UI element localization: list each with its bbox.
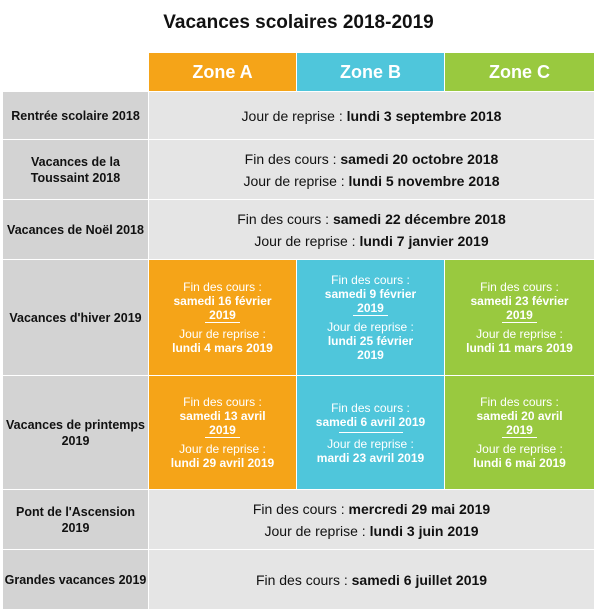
end-label: Fin des cours :: [480, 280, 559, 294]
school-holiday-table: [2, 52, 595, 610]
table-row: [3, 92, 595, 140]
date-line: [149, 520, 594, 542]
common-dates-cell: [149, 550, 595, 610]
zone-a-dates-cell: [149, 260, 297, 376]
end-year-line: [445, 423, 594, 438]
period-label: Rentrée scolaire 2018: [3, 92, 149, 140]
page-title: Vacances scolaires 2018-2019: [163, 12, 434, 33]
resume-label: Jour de reprise :: [476, 327, 563, 341]
end-year: 2019: [205, 308, 240, 323]
end-year-line: [149, 423, 296, 438]
common-dates-cell: [149, 140, 595, 200]
table-row: [3, 140, 595, 200]
zone-c-dates-cell: [445, 260, 595, 376]
resume-date: lundi 25 février: [327, 334, 414, 348]
date-value: samedi 6 juillet 2019: [351, 571, 488, 588]
end-label: Fin des cours :: [331, 400, 410, 415]
resume-date: mardi 23 avril 2019: [316, 450, 425, 465]
resume-date: lundi 29 avril 2019: [170, 456, 275, 470]
date-prefix: Jour de reprise :: [243, 172, 349, 189]
date-prefix: Jour de reprise :: [264, 522, 370, 539]
zone-c-header: Zone C: [445, 53, 595, 92]
end-year-line: [445, 308, 594, 323]
date-prefix: Jour de reprise :: [241, 107, 347, 124]
resume-label: Jour de reprise :: [327, 320, 414, 334]
date-value: lundi 7 janvier 2019: [359, 232, 489, 249]
table-body: [3, 92, 595, 610]
resume-label: Jour de reprise :: [327, 436, 414, 451]
date-value: mercredi 29 mai 2019: [348, 500, 491, 517]
period-label: Pont de l'Ascension 2019: [3, 490, 149, 550]
resume-label: Jour de reprise :: [476, 442, 563, 456]
end-label: Fin des cours :: [331, 273, 410, 287]
period-label: Vacances de printemps 2019: [3, 376, 149, 490]
resume-label: Jour de reprise :: [179, 442, 266, 456]
common-dates-cell: [149, 92, 595, 140]
end-label: Fin des cours :: [480, 395, 559, 409]
resume-year: 2019: [357, 348, 384, 362]
date-prefix: Fin des cours :: [244, 150, 341, 167]
zone-a-header: Zone A: [149, 53, 297, 92]
date-prefix: Jour de reprise :: [254, 232, 360, 249]
date-line: [149, 569, 594, 591]
end-date: samedi 23 février: [470, 294, 569, 308]
end-year: 2019: [502, 423, 537, 438]
date-prefix: Fin des cours :: [252, 500, 349, 517]
date-line: [149, 498, 594, 520]
end-date: samedi 9 février: [324, 287, 417, 301]
zone-header-row: [3, 53, 595, 92]
separator-line: [339, 432, 403, 433]
date-line: [149, 230, 594, 252]
end-label: Fin des cours :: [183, 280, 262, 294]
end-year: 2019: [502, 308, 537, 323]
header-blank-cell: [3, 53, 149, 92]
end-date: samedi 6 avril 2019: [315, 414, 426, 429]
end-date: samedi 16 février: [173, 294, 272, 308]
zone-c-dates-cell: [445, 376, 595, 490]
table-row: [3, 376, 595, 490]
common-dates-cell: [149, 200, 595, 260]
end-date: samedi 13 avril: [179, 409, 266, 423]
resume-label: Jour de reprise :: [179, 327, 266, 341]
resume-date: lundi 4 mars 2019: [172, 341, 273, 355]
period-label: Vacances de la Toussaint 2018: [3, 140, 149, 200]
end-year: 2019: [205, 423, 240, 438]
end-year-line: [297, 301, 444, 316]
end-year: 2019: [353, 301, 388, 316]
date-value: lundi 5 novembre 2018: [348, 172, 500, 189]
date-prefix: Fin des cours :: [237, 210, 333, 227]
date-value: lundi 3 septembre 2018: [346, 107, 502, 124]
end-year-line: [149, 308, 296, 323]
date-value: samedi 22 décembre 2018: [332, 210, 506, 227]
table-row: [3, 200, 595, 260]
date-prefix: Fin des cours :: [255, 571, 352, 588]
table-row: [3, 260, 595, 376]
period-label: Vacances d'hiver 2019: [3, 260, 149, 376]
date-line: [149, 148, 594, 170]
table-row: [3, 490, 595, 550]
zone-b-dates-cell: [297, 260, 445, 376]
resume-date: lundi 11 mars 2019: [466, 341, 573, 355]
date-line: [149, 208, 594, 230]
common-dates-cell: [149, 490, 595, 550]
period-label: Vacances de Noël 2018: [3, 200, 149, 260]
period-label: Grandes vacances 2019: [3, 550, 149, 610]
date-line: [149, 170, 594, 192]
date-line: [149, 105, 594, 127]
date-value: lundi 3 juin 2019: [369, 522, 479, 539]
resume-date: lundi 6 mai 2019: [473, 456, 566, 470]
table-row: [3, 550, 595, 610]
zone-a-dates-cell: [149, 376, 297, 490]
date-value: samedi 20 octobre 2018: [340, 150, 499, 167]
zone-b-header: Zone B: [297, 53, 445, 92]
end-date: samedi 20 avril: [476, 409, 563, 423]
end-label: Fin des cours :: [183, 395, 262, 409]
zone-b-dates-cell: [297, 376, 445, 490]
